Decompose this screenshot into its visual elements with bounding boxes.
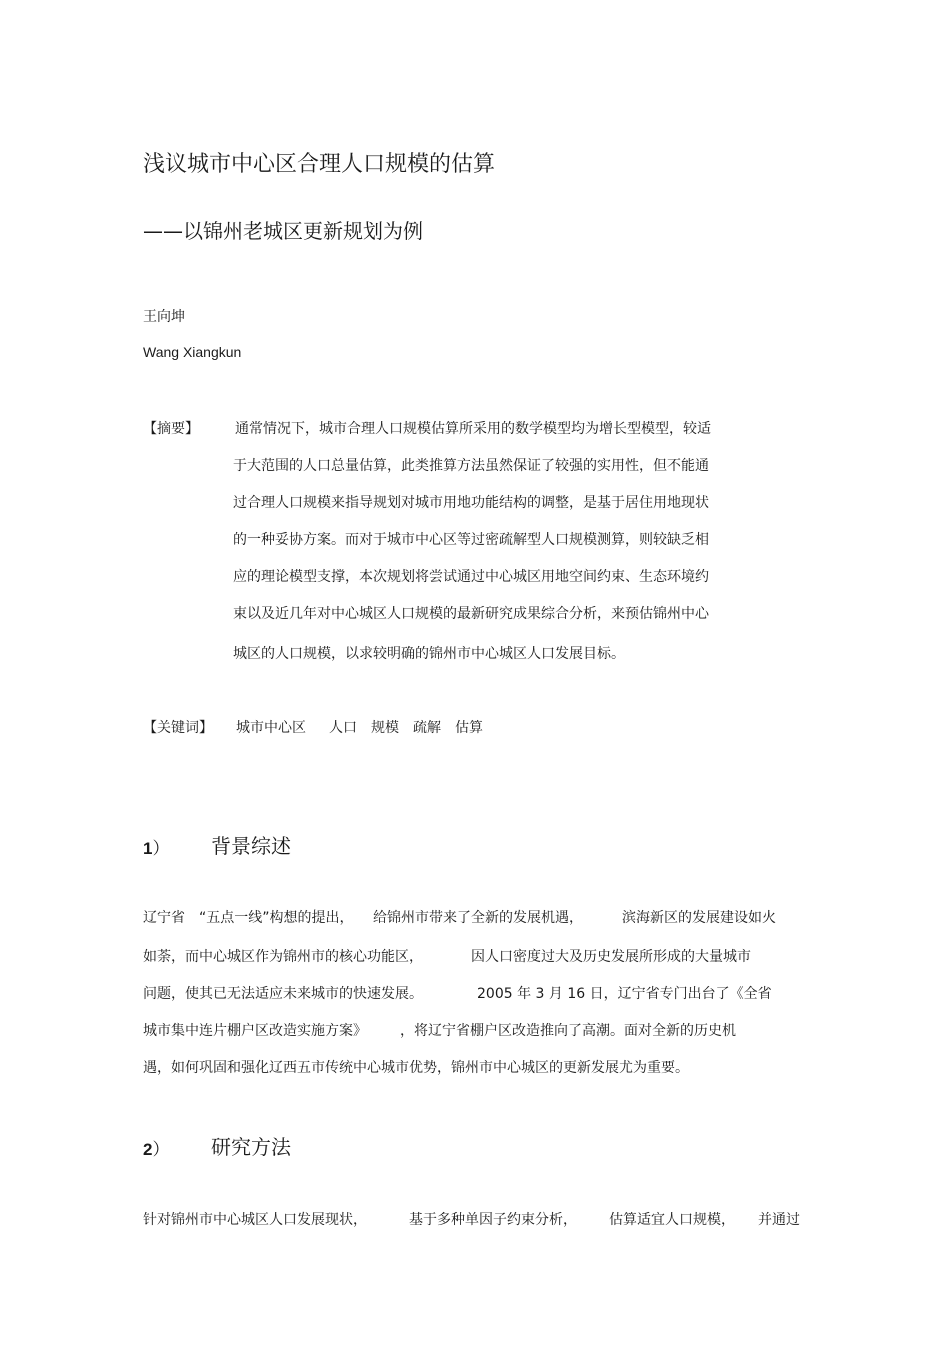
- abstract-line: 于大范围的人口总量估算，此类推算方法虽然保证了较强的实用性，但不能通: [233, 458, 709, 474]
- body-text-fragment: 2005 年 3 月 16 日，辽宁省专门出台了《全省: [477, 986, 772, 1002]
- paper-title: 浅议城市中心区合理人口规模的估算: [143, 152, 496, 177]
- keyword: 疏解: [413, 720, 441, 736]
- body-text-fragment: 给锦州市带来了全新的发展机遇，: [373, 910, 583, 926]
- body-text-fragment: 城市集中连片棚户区改造实施方案》: [143, 1023, 367, 1039]
- section-number: 1）: [143, 839, 170, 858]
- body-text-fragment: 基于多种单因子约束分析，: [409, 1212, 577, 1228]
- abstract-line: 通常情况下，城市合理人口规模估算所采用的数学模型均为增长型模型，较适: [235, 421, 711, 437]
- body-text-fragment: 滨海新区的发展建设如火: [622, 910, 776, 926]
- paper-subtitle: ——以锦州老城区更新规划为例: [143, 219, 423, 243]
- keywords-label: 【关键词】: [143, 720, 213, 736]
- body-text-fragment: 并通过: [758, 1212, 800, 1228]
- body-text-fragment: “五点一线”构想的提出，: [199, 910, 354, 926]
- body-text-fragment: 针对锦州市中心城区人口发展现状，: [143, 1212, 367, 1228]
- body-text-fragment: ，将辽宁省棚户区改造推向了高潮。面对全新的历史机: [400, 1023, 736, 1039]
- author-name-cn: 王向坤: [143, 309, 185, 325]
- body-text-fragment: 辽宁省: [143, 910, 185, 926]
- body-text-fragment: 如荼，而中心城区作为锦州市的核心功能区，: [143, 949, 423, 965]
- keyword: 规模: [371, 720, 399, 736]
- abstract-line: 应的理论模型支撑，本次规划将尝试通过中心城区用地空间约束、生态环境约: [233, 569, 709, 585]
- body-text-fragment: 问题，使其已无法适应未来城市的快速发展。: [143, 986, 423, 1002]
- body-text-fragment: 估算适宜人口规模，: [609, 1212, 735, 1228]
- keyword: 估算: [455, 720, 483, 736]
- section-heading: 研究方法: [211, 1135, 291, 1159]
- abstract-line: 过合理人口规模来指导规划对城市用地功能结构的调整，是基于居住用地现状: [233, 495, 709, 511]
- abstract-line: 城区的人口规模，以求较明确的锦州市中心城区人口发展目标。: [233, 646, 625, 662]
- keyword: 城市中心区: [236, 720, 306, 736]
- abstract-line: 束以及近几年对中心城区人口规模的最新研究成果综合分析，来预估锦州中心: [233, 606, 709, 622]
- body-text-fragment: 因人口密度过大及历史发展所形成的大量城市: [471, 949, 751, 965]
- abstract-label: 【摘要】: [143, 421, 199, 437]
- section-heading: 背景综述: [211, 834, 291, 858]
- abstract-line: 的一种妥协方案。而对于城市中心区等过密疏解型人口规模测算，则较缺乏相: [233, 532, 709, 548]
- section-number: 2）: [143, 1140, 170, 1159]
- body-text-fragment: 遇，如何巩固和强化辽西五市传统中心城市优势，锦州市中心城区的更新发展尤为重要。: [143, 1060, 689, 1076]
- author-name-en: Wang Xiangkun: [143, 344, 242, 360]
- keyword: 人口: [329, 720, 357, 736]
